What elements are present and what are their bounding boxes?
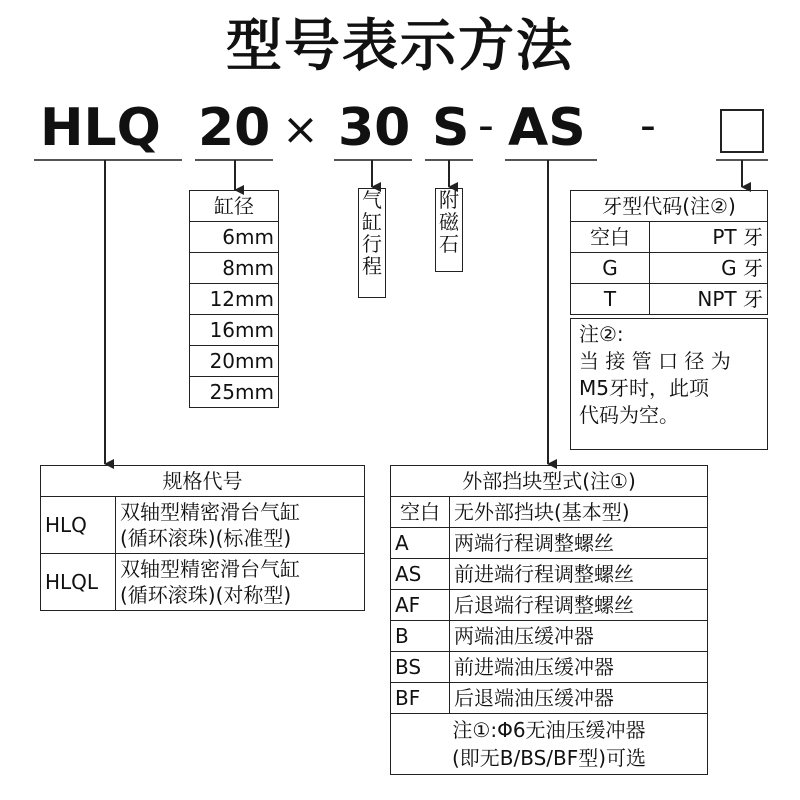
spec-desc-line: 双轴型精密滑台气缸 [120, 557, 300, 581]
stopper-note [391, 714, 708, 775]
code-bore: 20 [198, 98, 271, 158]
thread-note-line: 注②: [579, 322, 624, 346]
stopper-desc: 前进端油压缓冲器 [450, 652, 708, 683]
code-magnet: S [432, 98, 470, 158]
stopper-desc: 后退端行程调整螺丝 [450, 590, 708, 621]
stopper-code: 空白 [391, 497, 450, 528]
bore-table [189, 190, 279, 408]
page-title: 型号表示方法 [226, 14, 574, 79]
code-times: × [282, 104, 319, 155]
stopper-table [390, 465, 708, 775]
code-stroke: 30 [338, 98, 411, 158]
code-stopper: AS [508, 98, 586, 158]
stopper-code: AS [391, 559, 450, 590]
thread-note [570, 318, 768, 450]
spec-desc-line: 双轴型精密滑台气缸 [120, 500, 300, 524]
thread-code: 空白 [571, 222, 650, 253]
magnet-char: 磁 [439, 210, 459, 234]
stopper-desc: 后退端油压缓冲器 [450, 683, 708, 714]
stopper-desc: 两端行程调整螺丝 [450, 528, 708, 559]
thread-table-header: 牙型代码(注②) [571, 191, 768, 222]
magnet-label [435, 188, 463, 272]
stopper-code: A [391, 528, 450, 559]
stopper-desc: 前进端行程调整螺丝 [450, 559, 708, 590]
thread-note-line: M5牙时，此项 [579, 376, 709, 400]
stopper-note-line: (即无B/BS/BF型)可选 [451, 746, 647, 770]
stroke-char: 程 [362, 254, 382, 278]
bore-option: 25mm [190, 377, 279, 408]
stopper-code: AF [391, 590, 450, 621]
spec-desc-line: (循环滚珠)(标准型) [120, 526, 292, 550]
stroke-char: 气 [362, 188, 382, 212]
code-dash-1: - [478, 100, 494, 151]
stopper-code: BS [391, 652, 450, 683]
bore-option: 20mm [190, 346, 279, 377]
bore-table-header: 缸径 [190, 191, 279, 222]
stroke-label [358, 188, 386, 298]
stopper-note-line: 注①:Φ6无油压缓冲器 [452, 718, 646, 742]
thread-code: T [571, 284, 650, 315]
stopper-code: B [391, 621, 450, 652]
thread-note-line: 代码为空。 [579, 403, 679, 427]
spec-table-header: 规格代号 [41, 466, 365, 497]
bore-option: 16mm [190, 315, 279, 346]
thread-code: G [571, 253, 650, 284]
stopper-table-header: 外部挡块型式(注①) [391, 466, 708, 497]
stopper-desc: 两端油压缓冲器 [450, 621, 708, 652]
code-series: HLQ [40, 98, 161, 158]
magnet-char: 附 [439, 188, 459, 212]
thread-desc: PT 牙 [650, 222, 768, 253]
thread-table [570, 190, 768, 315]
stroke-char: 行 [362, 232, 382, 256]
spec-desc-line: (循环滚珠)(对称型) [120, 583, 292, 607]
spec-desc [116, 554, 365, 611]
stroke-char: 缸 [362, 210, 382, 234]
stopper-code: BF [391, 683, 450, 714]
stopper-desc: 无外部挡块(基本型) [450, 497, 708, 528]
thread-desc: NPT 牙 [650, 284, 768, 315]
bore-option: 6mm [190, 222, 279, 253]
spec-code: HLQ [41, 497, 116, 554]
magnet-char: 石 [439, 232, 459, 256]
bore-option: 8mm [190, 253, 279, 284]
code-dash-2: - [640, 100, 656, 151]
thread-desc: G 牙 [650, 253, 768, 284]
thread-note-line: 当 接 管 口 径 为 [579, 349, 731, 373]
spec-code: HLQL [41, 554, 116, 611]
spec-desc [116, 497, 365, 554]
spec-table [40, 465, 365, 611]
bore-option: 12mm [190, 284, 279, 315]
